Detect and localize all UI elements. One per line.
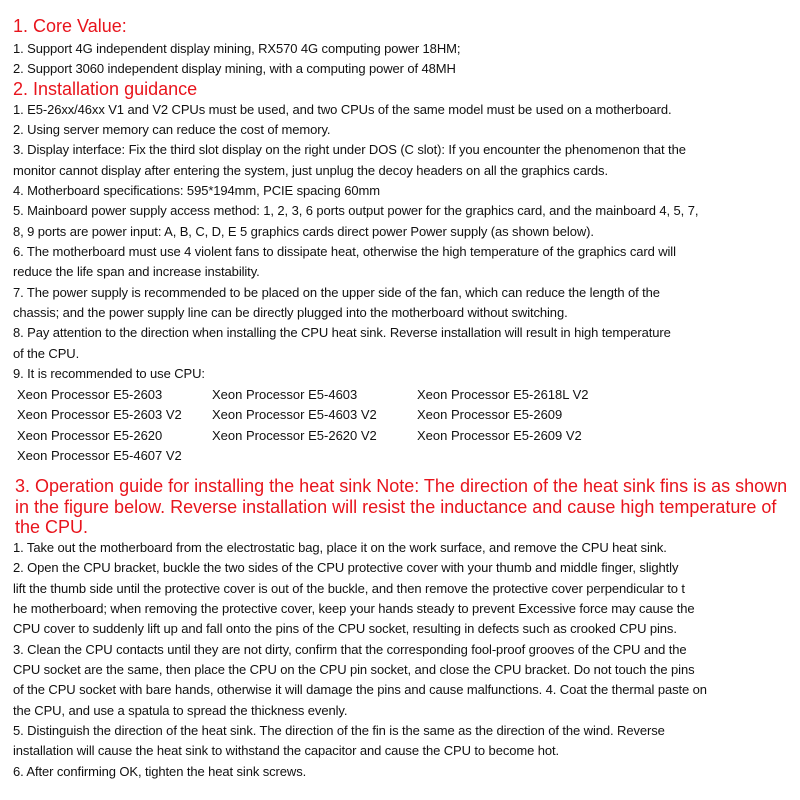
section2-line: of the CPU. — [13, 346, 80, 361]
section2-line: monitor cannot display after entering the system, just unplug the decoy headers on all the graphics cards. — [13, 163, 608, 178]
section3-line: 2. Open the CPU bracket, buckle the two sides of the CPU protective cover with your thumb and middle finger, slightly — [13, 560, 679, 575]
section3-line: 1. Take out the motherboard from the electrostatic bag, place it on the work surface, and remove the CPU heat sink. — [13, 540, 667, 555]
section2-line: reduce the life span and increase instability. — [13, 264, 260, 279]
operation-guide-heading: 3. Operation guide for installing the heat sink Note: The direction of the heat sink fins is as shown in the figure below. Reverse installation will resist the inductance and cause high temperature of the CPU. — [15, 476, 788, 537]
section3-line: 6. After confirming OK, tighten the heat sink screws. — [13, 764, 307, 779]
section2-line: 6. The motherboard must use 4 violent fans to dissipate heat, otherwise the high temperature of the graphics card will — [13, 244, 676, 259]
section3-line: of the CPU socket with bare hands, otherwise it will damage the pins and cause malfunctions. 4. Coat the thermal paste on — [13, 682, 707, 697]
section2-line: 4. Motherboard specifications: 595*194mm, PCIE spacing 60mm — [13, 183, 380, 198]
section3-line: CPU cover to suddenly lift up and fall onto the pins of the CPU socket, resulting in defects such as crooked CPU pins. — [13, 621, 677, 636]
section1-line: 1. Support 4G independent display mining, RX570 4G computing power 18HM; — [13, 41, 461, 56]
installation-guidance-heading: 2. Installation guidance — [13, 79, 198, 99]
section2-line: 1. E5-26xx/46xx V1 and V2 CPUs must be used, and two CPUs of the same model must be used on a motherboard. — [13, 102, 672, 117]
cpu-item: Xeon Processor E5-2603 V2 — [17, 407, 182, 422]
section2-line: 8, 9 ports are power input: A, B, C, D, E 5 graphics cards direct power Power supply (as shown below). — [13, 224, 594, 239]
cpu-item: Xeon Processor E5-2603 — [17, 387, 163, 402]
section2-line: 2. Using server memory can reduce the cost of memory. — [13, 122, 331, 137]
section3-line: he motherboard; when removing the protective cover, keep your hands steady to prevent Excessive force may cause the — [13, 601, 695, 616]
section3-line: 3. Clean the CPU contacts until they are not dirty, confirm that the corresponding fool-proof grooves of the CPU and the — [13, 642, 687, 657]
cpu-item: Xeon Processor E5-2620 V2 — [212, 428, 377, 443]
section3-line: lift the thumb side until the protective cover is out of the buckle, and then remove the protective cover perpendicular to t — [13, 581, 685, 596]
core-value-heading: 1. Core Value: — [13, 16, 127, 36]
section1-line: 2. Support 3060 independent display mining, with a computing power of 48MH — [13, 61, 456, 76]
section3-line: 5. Distinguish the direction of the heat sink. The direction of the fin is the same as the direction of the wind. Reverse — [13, 723, 665, 738]
cpu-item: Xeon Processor E5-4603 V2 — [212, 407, 377, 422]
cpu-item: Xeon Processor E5-2620 — [17, 428, 163, 443]
section3-line: installation will cause the heat sink to withstand the capacitor and cause the CPU to become hot. — [13, 743, 560, 758]
section2-line: 5. Mainboard power supply access method: 1, 2, 3, 6 ports output power for the graphics card, and the mainboard 4, 5, 7, — [13, 203, 699, 218]
section2-line: 9. It is recommended to use CPU: — [13, 366, 205, 381]
section2-line: 8. Pay attention to the direction when installing the CPU heat sink. Reverse installation will result in high temperature — [13, 325, 671, 340]
section2-line: 3. Display interface: Fix the third slot display on the right under DOS (C slot): If you encounter the phenomenon that the — [13, 142, 686, 157]
cpu-item: Xeon Processor E5-2609 V2 — [417, 428, 582, 443]
section2-line: chassis; and the power supply line can be directly plugged into the motherboard without switching. — [13, 305, 568, 320]
cpu-item: Xeon Processor E5-4603 — [212, 387, 358, 402]
cpu-item: Xeon Processor E5-4607 V2 — [17, 448, 182, 463]
section3-line: CPU socket are the same, then place the CPU on the CPU pin socket, and close the CPU bracket. Do not touch the pins — [13, 662, 695, 677]
section2-line: 7. The power supply is recommended to be placed on the upper side of the fan, which can reduce the length of the — [13, 285, 660, 300]
section3-line: the CPU, and use a spatula to spread the thickness evenly. — [13, 703, 348, 718]
cpu-item: Xeon Processor E5-2618L V2 — [417, 387, 589, 402]
cpu-item: Xeon Processor E5-2609 — [417, 407, 563, 422]
